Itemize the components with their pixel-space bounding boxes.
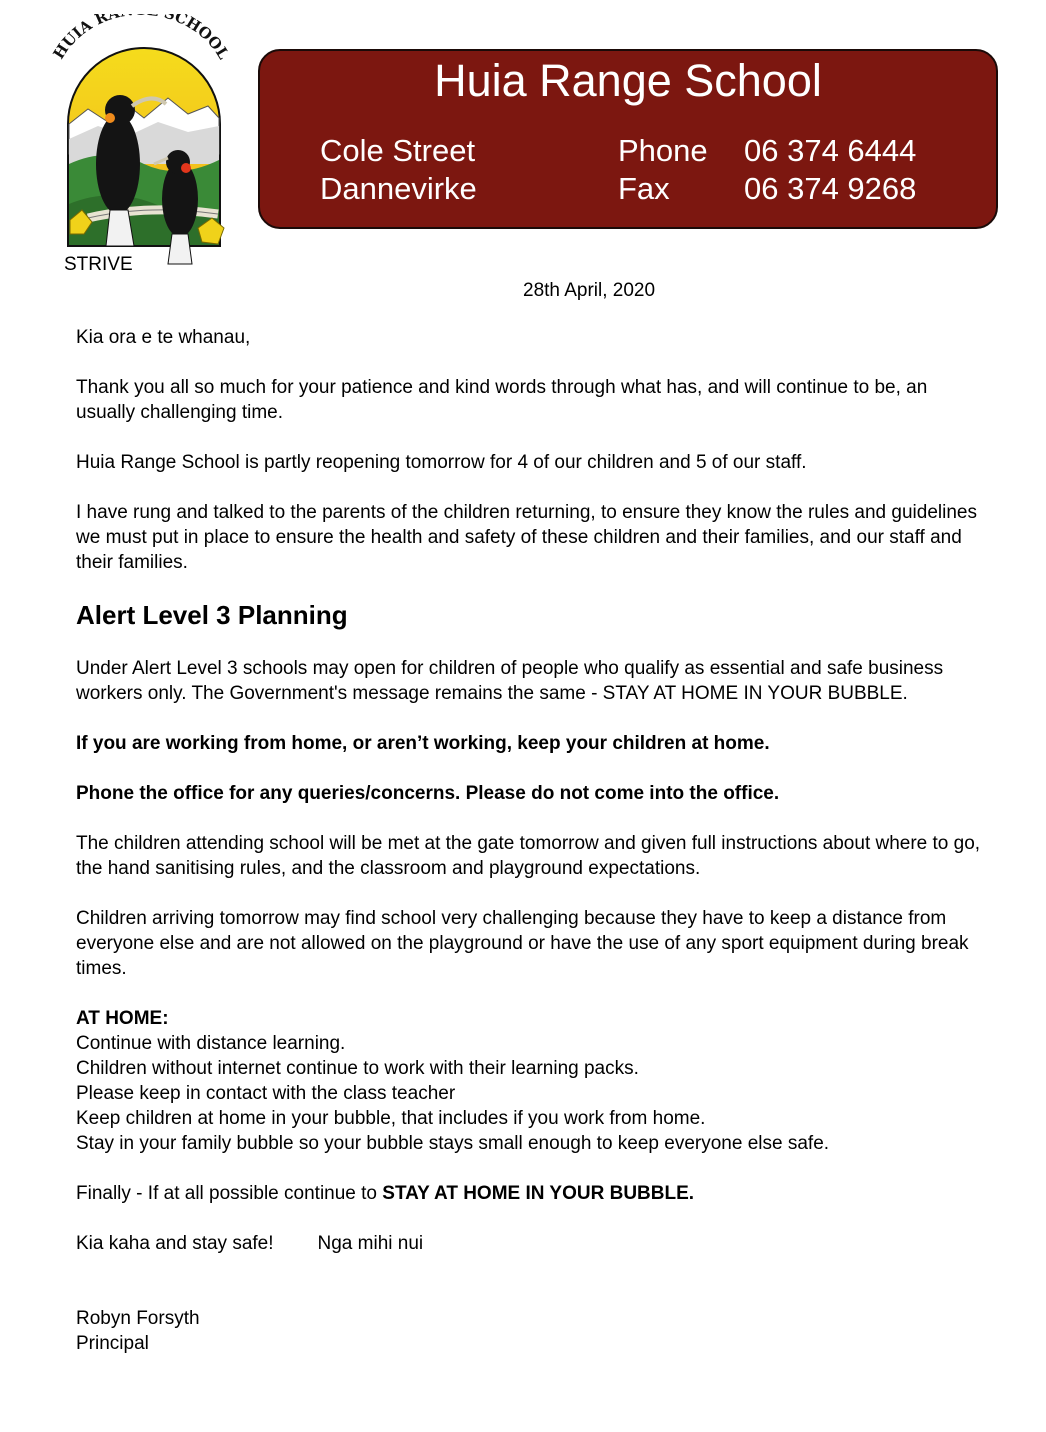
closing-left: Kia kaha and stay safe!	[76, 1233, 274, 1254]
letter-date: 28th April, 2020	[523, 280, 656, 301]
finally-text: Finally - If at all possible continue to	[76, 1183, 383, 1204]
huia-bird-logo-image	[48, 14, 238, 270]
fax-label: Fax	[618, 171, 670, 206]
closing-right: Nga mihi nui	[317, 1233, 424, 1254]
logo-arc-text: HUIA R CHOOL	[49, 14, 233, 63]
signer-name: Robyn Forsyth	[76, 1308, 200, 1329]
at-home-item: Please keep in contact with the class teacher	[76, 1083, 456, 1104]
school-name: Huia Range School	[434, 55, 822, 106]
paragraph-alert-level: Under Alert Level 3 schools may open for children of people who qualify as essential and safe business workers only. The Government's message remains the same - STAY AT HOME IN YOUR BUBBLE.	[76, 658, 944, 704]
paragraph-finally	[76, 1181, 986, 1206]
school-motto: STRIVE	[64, 254, 133, 275]
signature-block	[76, 1306, 986, 1356]
finally-bold-text: STAY AT HOME IN YOUR BUBBLE.	[382, 1183, 695, 1204]
closing-line	[76, 1231, 986, 1256]
at-home-item: Keep children at home in your bubble, that includes if you work from home.	[76, 1108, 706, 1129]
phone-number: 06 374 6444	[744, 133, 917, 168]
letter-body	[76, 325, 986, 1356]
at-home-item: Stay in your family bubble so your bubble stays small enough to keep everyone else safe.	[76, 1133, 830, 1154]
paragraph-parents: I have rung and talked to the parents of the children returning, to ensure they know the rules and guidelines we must put in place to ensure the health and safety of these children and their families, and our staff and their families.	[76, 502, 977, 573]
school-header-banner	[258, 49, 998, 229]
paragraph-reopening: Huia Range School is partly reopening tomorrow for 4 of our children and 5 of our staff.	[76, 452, 807, 473]
school-logo	[48, 14, 238, 270]
phone-label: Phone	[618, 133, 708, 168]
at-home-heading: AT HOME:	[76, 1008, 169, 1029]
address-town: Dannevirke	[320, 171, 477, 206]
signer-title: Principal	[76, 1333, 149, 1354]
paragraph-arrival: The children attending school will be met at the gate tomorrow and given full instructions about where to go, the hand sanitising rules, and the classroom and playground expectations.	[76, 833, 981, 879]
paragraph-thanks: Thank you all so much for your patience and kind words through what has, and will continue to be, an usually challenging time.	[76, 377, 928, 423]
at-home-section	[76, 1006, 986, 1156]
paragraph-challenges: Children arriving tomorrow may find school very challenging because they have to keep a distance from everyone else and are not allowed on the playground or have the use of any sport equipment during break times.	[76, 908, 969, 979]
address-street: Cole Street	[320, 133, 476, 168]
fax-number: 06 374 9268	[744, 171, 917, 206]
at-home-item: Children without internet continue to work with their learning packs.	[76, 1058, 639, 1079]
bold-notice-office: Phone the office for any queries/concerns. Please do not come into the office.	[76, 783, 780, 804]
section-heading: Alert Level 3 Planning	[76, 600, 348, 630]
at-home-item: Continue with distance learning.	[76, 1033, 346, 1054]
greeting: Kia ora e te whanau,	[76, 327, 251, 348]
bold-notice-home: If you are working from home, or aren’t working, keep your children at home.	[76, 733, 770, 754]
